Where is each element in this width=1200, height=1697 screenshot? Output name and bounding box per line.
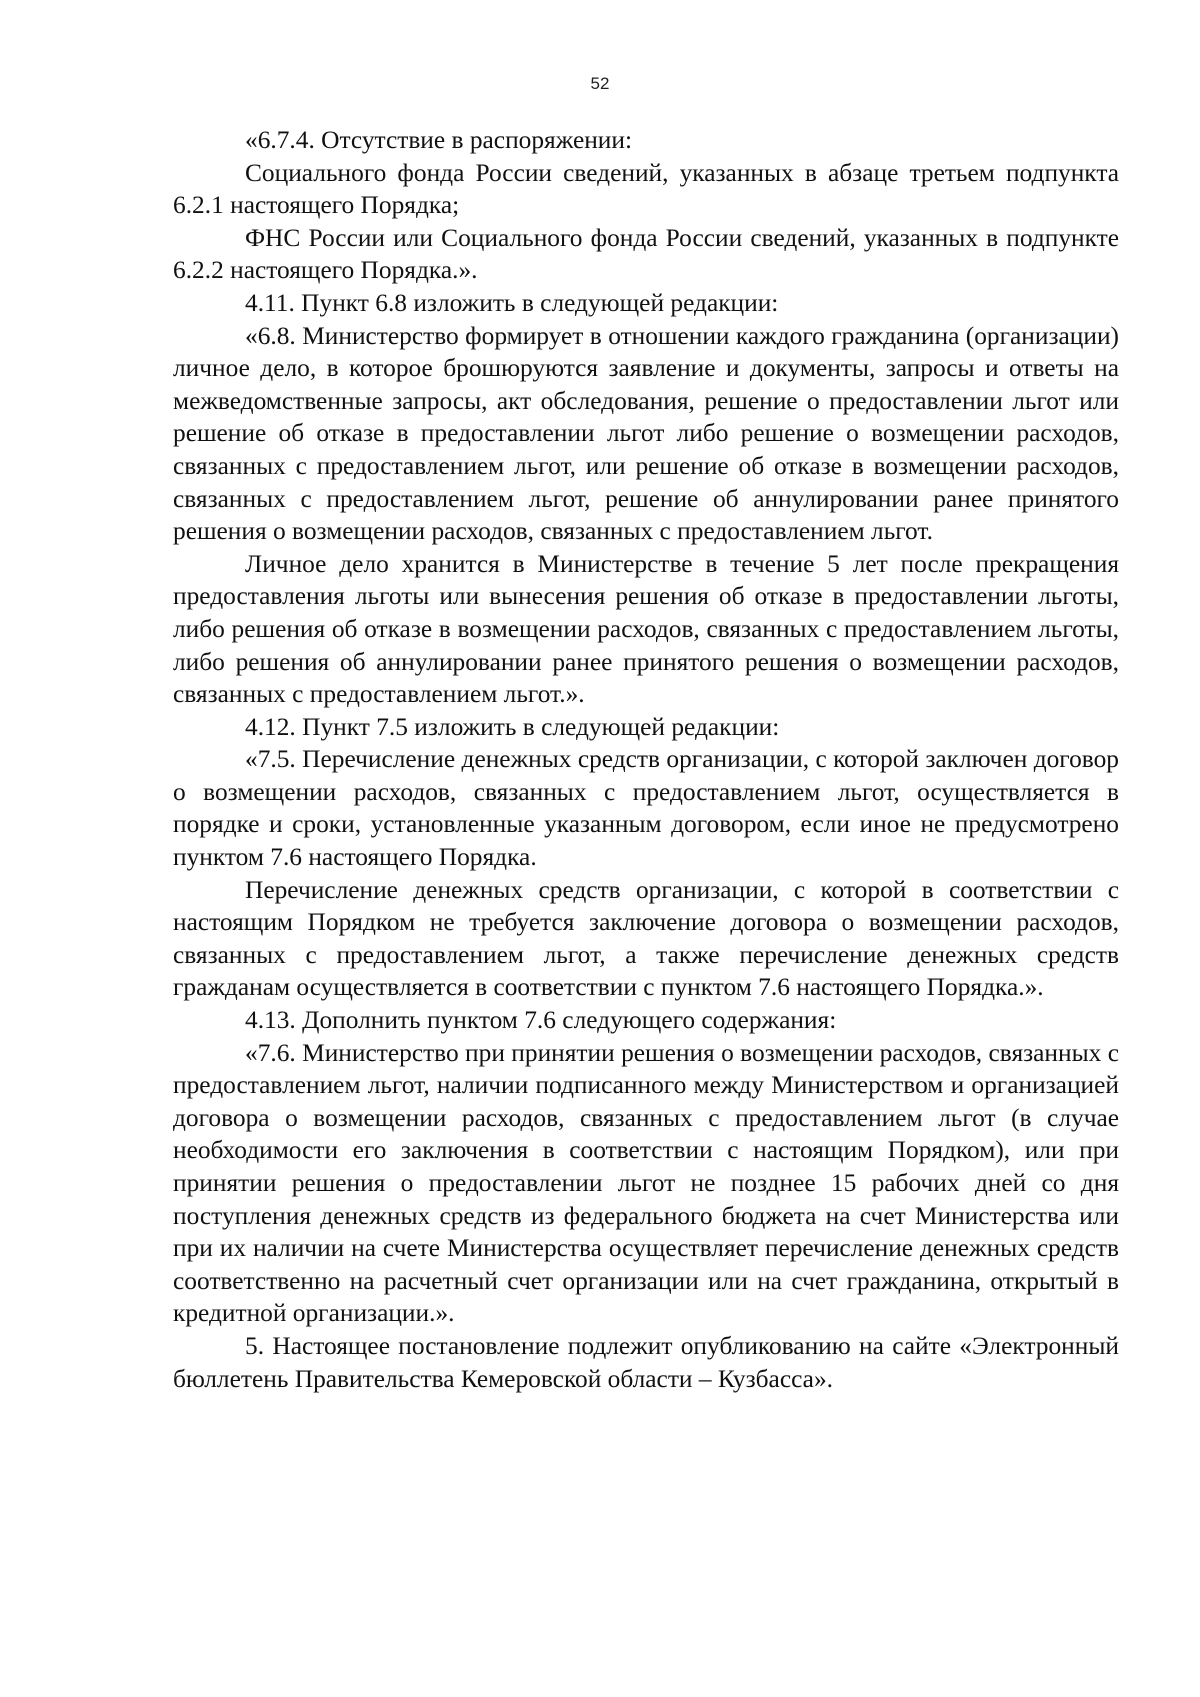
paragraph-4-12: 4.12. Пункт 7.5 изложить в следующей редакции: — [245, 712, 780, 741]
paragraph-6-7-4-heading: «6.7.4. Отсутствие в распоряжении: — [245, 126, 633, 154]
page-number: 52 — [590, 74, 610, 93]
paragraph-6-8: «6.8. Министерство формирует в отношении каждого гражданина (организации) личное дело, в которое брошюруются заявление и документы, запросы и ответы на межведомственные запросы, акт обследования, решение о предоставлении льгот или решение об отказе в предоставлении льгот либо решение о возмещении расходов, связанных с предоставлением льгот, или решение об отказе в возмещении расходов, связанных с предоставлением льгот, решение об аннулировании ранее принятого решения о возмещении расходов, связанных с предоставлением льгот. — [173, 321, 1119, 546]
paragraph-7-6: «7.6. Министерство при принятии решения о возмещении расходов, связанных с предоставлением льгот, наличии подписанного между Министерством и организацией договора о возмещении расходов, связанных с предоставлением льгот (в случае необходимости его заключения в соответствии с настоящим Порядком), или при принятии решения о предоставлении льгот не позднее 15 рабочих дней со дня поступления денежных средств из федерального бюджета на счет Министерства или при их наличии на счете Министерства осуществляет перечисление денежных средств соответственно на расчетный счет организации или на счет гражданина, открытый в кредитной организации.». — [173, 1038, 1119, 1328]
paragraph-social-fund: Социального фонда России сведений, указанных в абзаце третьем подпункта 6.2.1 настоящего Порядка; — [173, 158, 1119, 220]
document-body — [173, 124, 1119, 1395]
paragraph-7-5: «7.5. Перечисление денежных средств организации, с которой заключен договор о возмещении расходов, связанных с предоставлением льгот, осуществляется в порядке и сроки, установленные указанным договором, если иное не предусмотрено пунктом 7.6 настоящего Порядка. — [173, 745, 1119, 872]
paragraph-personal-file: Личное дело хранится в Министерстве в течение 5 лет после прекращения предоставления льготы или вынесения решения об отказе в предоставлении льготы, либо решения об отказе в возмещении расходов, связанных с предоставлением льготы, либо решения об аннулировании ранее принятого решения о возмещении расходов, связанных с предоставлением льгот.». — [173, 549, 1119, 709]
paragraph-fns: ФНС России или Социального фонда России сведений, указанных в подпункте 6.2.2 настоящего Порядка.». — [173, 223, 1119, 285]
paragraph-4-13: 4.13. Дополнить пунктом 7.6 следующего содержания: — [245, 1006, 837, 1035]
paragraph-5-publication: 5. Настоящее постановление подлежит опубликованию на сайте «Электронный бюллетень Правительства Кемеровской области – Кузбасса». — [173, 1331, 1119, 1393]
paragraph-transfer: Перечисление денежных средств организации, с которой в соответствии с настоящим Порядком не требуется заключение договора о возмещении расходов, связанных с предоставлением льгот, а также перечисление денежных средств гражданам осуществляется в соответствии с пунктом 7.6 настоящего Порядка.». — [173, 875, 1119, 1002]
paragraph-4-11: 4.11. Пункт 6.8 изложить в следующей редакции: — [245, 288, 779, 317]
